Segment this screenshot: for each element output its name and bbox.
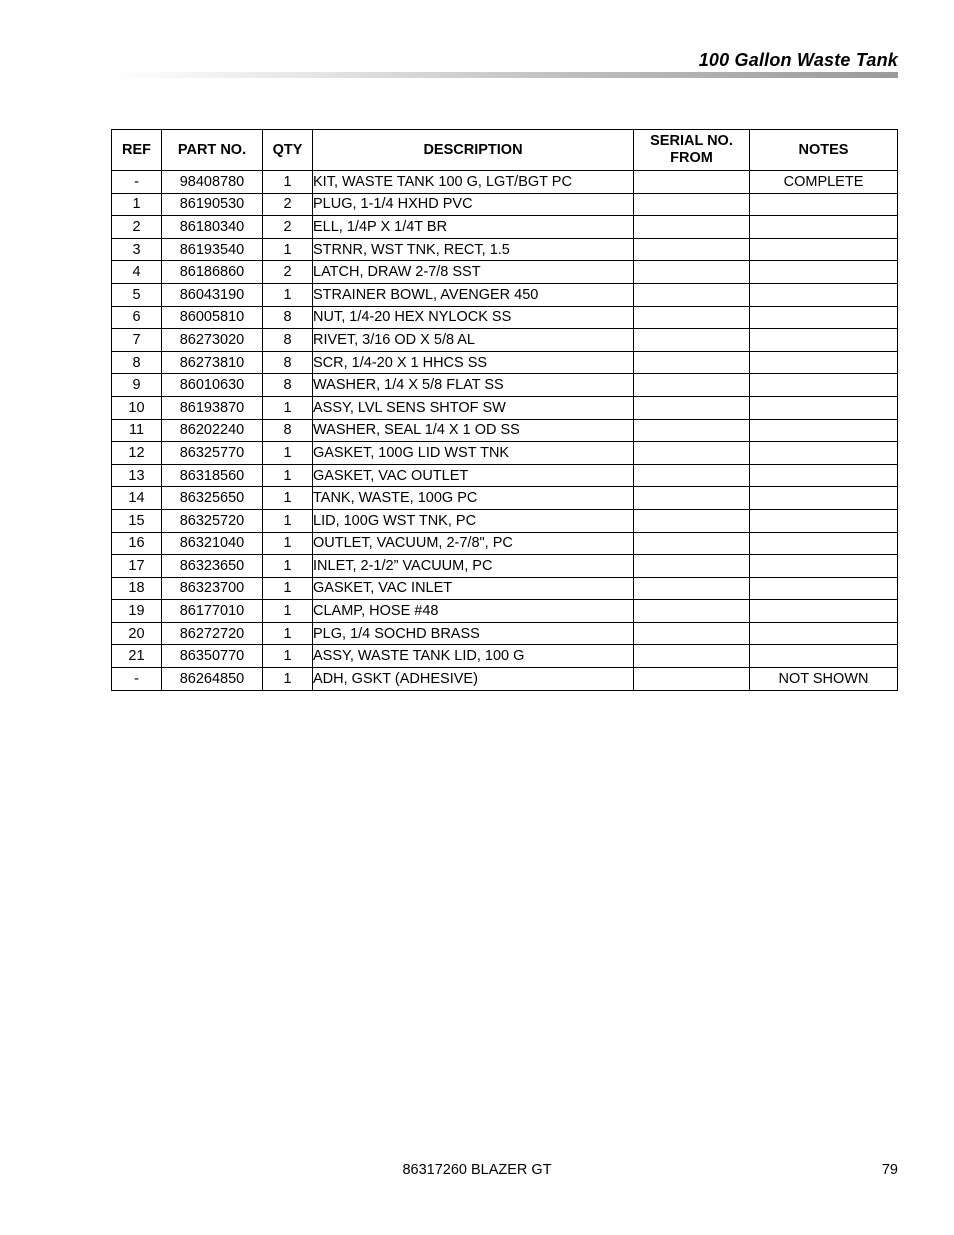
- cell-part-no: 86180340: [162, 216, 263, 239]
- cell-serial-no-from: [634, 238, 750, 261]
- cell-part-no: 86325720: [162, 509, 263, 532]
- table-row: [112, 555, 898, 578]
- cell-notes: [750, 238, 898, 261]
- cell-serial-no-from: [634, 306, 750, 329]
- cell-notes: [750, 374, 898, 397]
- cell-description: STRNR, WST TNK, RECT, 1.5: [313, 238, 634, 261]
- cell-serial-no-from: [634, 600, 750, 623]
- cell-qty: 8: [263, 329, 313, 352]
- cell-ref: 11: [112, 419, 162, 442]
- cell-notes: [750, 509, 898, 532]
- table-row: [112, 171, 898, 194]
- cell-ref: 6: [112, 306, 162, 329]
- cell-description: KIT, WASTE TANK 100 G, LGT/BGT PC: [313, 171, 634, 194]
- cell-description: LID, 100G WST TNK, PC: [313, 509, 634, 532]
- col-header-notes: NOTES: [750, 130, 898, 171]
- table-row: [112, 600, 898, 623]
- cell-ref: 3: [112, 238, 162, 261]
- cell-part-no: 86323700: [162, 577, 263, 600]
- table-row: [112, 419, 898, 442]
- cell-qty: 1: [263, 442, 313, 465]
- cell-notes: [750, 442, 898, 465]
- cell-part-no: 86323650: [162, 555, 263, 578]
- table-row: [112, 238, 898, 261]
- cell-qty: 2: [263, 193, 313, 216]
- cell-qty: 8: [263, 419, 313, 442]
- cell-part-no: 86186860: [162, 261, 263, 284]
- cell-ref: 16: [112, 532, 162, 555]
- cell-serial-no-from: [634, 577, 750, 600]
- cell-description: GASKET, 100G LID WST TNK: [313, 442, 634, 465]
- cell-description: TANK, WASTE, 100G PC: [313, 487, 634, 510]
- table-row: [112, 532, 898, 555]
- cell-serial-no-from: [634, 668, 750, 691]
- cell-ref: 5: [112, 283, 162, 306]
- col-header-ref: REF: [112, 130, 162, 171]
- cell-description: SCR, 1/4-20 X 1 HHCS SS: [313, 351, 634, 374]
- table-row: [112, 216, 898, 239]
- cell-part-no: 86321040: [162, 532, 263, 555]
- cell-qty: 1: [263, 464, 313, 487]
- cell-serial-no-from: [634, 442, 750, 465]
- cell-serial-no-from: [634, 261, 750, 284]
- cell-notes: [750, 193, 898, 216]
- cell-description: ASSY, WASTE TANK LID, 100 G: [313, 645, 634, 668]
- footer-document-id: 86317260 BLAZER GT: [402, 1162, 552, 1178]
- cell-description: PLUG, 1-1/4 HXHD PVC: [313, 193, 634, 216]
- cell-qty: 1: [263, 577, 313, 600]
- cell-description: RIVET, 3/16 OD X 5/8 AL: [313, 329, 634, 352]
- parts-table: [111, 129, 898, 691]
- cell-part-no: 86202240: [162, 419, 263, 442]
- cell-description: OUTLET, VACUUM, 2-7/8", PC: [313, 532, 634, 555]
- cell-part-no: 86325650: [162, 487, 263, 510]
- cell-notes: [750, 487, 898, 510]
- table-row: [112, 193, 898, 216]
- cell-ref: 12: [112, 442, 162, 465]
- table-row: [112, 261, 898, 284]
- cell-serial-no-from: [634, 283, 750, 306]
- cell-ref: -: [112, 668, 162, 691]
- cell-qty: 8: [263, 351, 313, 374]
- cell-serial-no-from: [634, 555, 750, 578]
- cell-qty: 2: [263, 261, 313, 284]
- cell-notes: [750, 419, 898, 442]
- cell-notes: [750, 464, 898, 487]
- cell-part-no: 86273810: [162, 351, 263, 374]
- cell-notes: [750, 555, 898, 578]
- cell-qty: 1: [263, 283, 313, 306]
- cell-description: WASHER, SEAL 1/4 X 1 OD SS: [313, 419, 634, 442]
- cell-serial-no-from: [634, 419, 750, 442]
- cell-ref: 8: [112, 351, 162, 374]
- cell-ref: 18: [112, 577, 162, 600]
- cell-ref: 1: [112, 193, 162, 216]
- cell-serial-no-from: [634, 171, 750, 194]
- col-header-serial-no-from: SERIAL NO. FROM: [634, 130, 750, 171]
- cell-ref: 9: [112, 374, 162, 397]
- cell-notes: [750, 261, 898, 284]
- cell-qty: 8: [263, 374, 313, 397]
- cell-description: CLAMP, HOSE #48: [313, 600, 634, 623]
- cell-notes: [750, 600, 898, 623]
- table-header-row: [112, 130, 898, 171]
- cell-notes: [750, 306, 898, 329]
- cell-notes: [750, 396, 898, 419]
- cell-notes: [750, 283, 898, 306]
- cell-part-no: 86272720: [162, 622, 263, 645]
- table-row: [112, 464, 898, 487]
- cell-qty: 1: [263, 509, 313, 532]
- cell-description: WASHER, 1/4 X 5/8 FLAT SS: [313, 374, 634, 397]
- cell-serial-no-from: [634, 532, 750, 555]
- cell-description: ELL, 1/4P X 1/4T BR: [313, 216, 634, 239]
- table-row: [112, 622, 898, 645]
- cell-notes: [750, 622, 898, 645]
- cell-notes: [750, 216, 898, 239]
- cell-qty: 1: [263, 171, 313, 194]
- cell-qty: 1: [263, 600, 313, 623]
- col-header-part-no: PART NO.: [162, 130, 263, 171]
- cell-ref: 17: [112, 555, 162, 578]
- cell-qty: 1: [263, 668, 313, 691]
- cell-ref: 20: [112, 622, 162, 645]
- cell-part-no: 86005810: [162, 306, 263, 329]
- parts-table-body: [112, 171, 898, 691]
- cell-ref: 15: [112, 509, 162, 532]
- cell-notes: NOT SHOWN: [750, 668, 898, 691]
- cell-serial-no-from: [634, 622, 750, 645]
- cell-serial-no-from: [634, 487, 750, 510]
- cell-serial-no-from: [634, 464, 750, 487]
- cell-qty: 1: [263, 396, 313, 419]
- cell-serial-no-from: [634, 645, 750, 668]
- cell-part-no: 86264850: [162, 668, 263, 691]
- cell-ref: 10: [112, 396, 162, 419]
- footer-page-number: 79: [881, 1162, 898, 1178]
- cell-ref: -: [112, 171, 162, 194]
- col-header-qty: QTY: [263, 130, 313, 171]
- cell-qty: 1: [263, 555, 313, 578]
- cell-serial-no-from: [634, 374, 750, 397]
- table-row: [112, 396, 898, 419]
- cell-ref: 14: [112, 487, 162, 510]
- table-row: [112, 329, 898, 352]
- cell-qty: 1: [263, 532, 313, 555]
- table-row: [112, 374, 898, 397]
- cell-serial-no-from: [634, 396, 750, 419]
- cell-qty: 1: [263, 645, 313, 668]
- cell-serial-no-from: [634, 509, 750, 532]
- cell-serial-no-from: [634, 329, 750, 352]
- cell-qty: 1: [263, 622, 313, 645]
- title-rule: [110, 72, 898, 78]
- cell-description: GASKET, VAC INLET: [313, 577, 634, 600]
- cell-qty: 2: [263, 216, 313, 239]
- table-row: [112, 487, 898, 510]
- cell-ref: 21: [112, 645, 162, 668]
- cell-qty: 1: [263, 487, 313, 510]
- cell-part-no: 86318560: [162, 464, 263, 487]
- cell-notes: [750, 532, 898, 555]
- cell-ref: 19: [112, 600, 162, 623]
- cell-serial-no-from: [634, 193, 750, 216]
- cell-part-no: 86273020: [162, 329, 263, 352]
- cell-description: STRAINER BOWL, AVENGER 450: [313, 283, 634, 306]
- table-row: [112, 645, 898, 668]
- cell-serial-no-from: [634, 216, 750, 239]
- cell-notes: [750, 351, 898, 374]
- cell-part-no: 86043190: [162, 283, 263, 306]
- cell-notes: [750, 645, 898, 668]
- table-row: [112, 283, 898, 306]
- cell-description: INLET, 2-1/2” VACUUM, PC: [313, 555, 634, 578]
- cell-part-no: 86325770: [162, 442, 263, 465]
- cell-notes: [750, 577, 898, 600]
- cell-ref: 2: [112, 216, 162, 239]
- cell-part-no: 86193870: [162, 396, 263, 419]
- cell-description: LATCH, DRAW 2-7/8 SST: [313, 261, 634, 284]
- table-row: [112, 509, 898, 532]
- cell-ref: 13: [112, 464, 162, 487]
- table-row: [112, 351, 898, 374]
- cell-part-no: 86177010: [162, 600, 263, 623]
- cell-description: ADH, GSKT (ADHESIVE): [313, 668, 634, 691]
- cell-part-no: 86010630: [162, 374, 263, 397]
- cell-description: PLG, 1/4 SOCHD BRASS: [313, 622, 634, 645]
- table-row: [112, 306, 898, 329]
- cell-part-no: 86193540: [162, 238, 263, 261]
- table-row: [112, 668, 898, 691]
- cell-ref: 4: [112, 261, 162, 284]
- cell-notes: [750, 329, 898, 352]
- cell-description: ASSY, LVL SENS SHTOF SW: [313, 396, 634, 419]
- cell-notes: COMPLETE: [750, 171, 898, 194]
- table-row: [112, 577, 898, 600]
- cell-description: GASKET, VAC OUTLET: [313, 464, 634, 487]
- cell-qty: 1: [263, 238, 313, 261]
- table-row: [112, 442, 898, 465]
- col-header-description: DESCRIPTION: [313, 130, 634, 171]
- cell-part-no: 86350770: [162, 645, 263, 668]
- cell-ref: 7: [112, 329, 162, 352]
- cell-part-no: 98408780: [162, 171, 263, 194]
- page-title: 100 Gallon Waste Tank: [698, 50, 898, 70]
- cell-part-no: 86190530: [162, 193, 263, 216]
- cell-description: NUT, 1/4-20 HEX NYLOCK SS: [313, 306, 634, 329]
- cell-serial-no-from: [634, 351, 750, 374]
- cell-qty: 8: [263, 306, 313, 329]
